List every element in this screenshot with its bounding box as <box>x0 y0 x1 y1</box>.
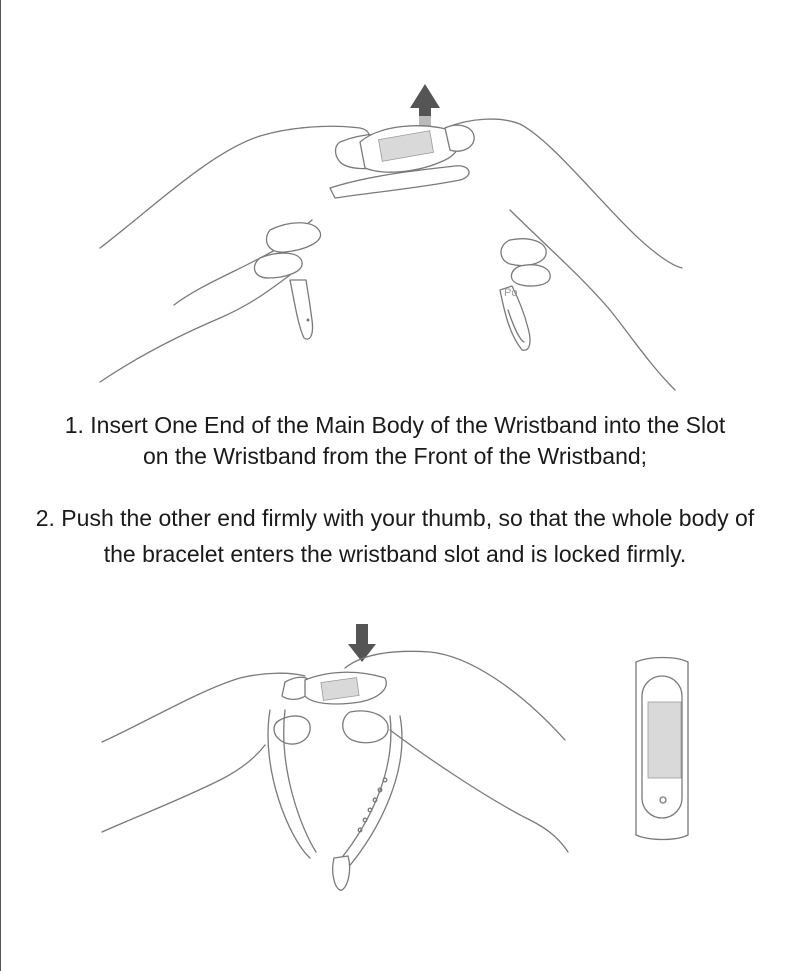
finished-tracker-screen <box>648 702 681 778</box>
right-hand <box>445 119 682 268</box>
left-hand <box>100 126 369 248</box>
step-2-line-1: 2. Push the other end firmly with your thumb, so that the whole body of <box>35 505 755 531</box>
step-1-text <box>0 410 790 472</box>
illustration-remove-tracker <box>90 80 690 395</box>
illustration-insert-tracker <box>90 620 710 900</box>
left-border-line <box>0 0 1 971</box>
band-holes <box>358 778 387 832</box>
arrow-up-icon <box>410 84 440 132</box>
band-strap-left <box>290 280 313 339</box>
step-1-line-1: 1. Insert One End of the Main Body of the Wristband into the Slot <box>64 412 726 438</box>
arrow-down-icon <box>348 624 376 662</box>
step-2-text <box>0 500 790 572</box>
finished-wristband-front-view <box>636 658 688 840</box>
band-marking: Po <box>504 287 518 299</box>
step-1-line-2: on the Wristband from the Front of the Wristband; <box>142 443 648 469</box>
step-2-line-2: the bracelet enters the wristband slot and is locked firmly. <box>103 541 687 567</box>
